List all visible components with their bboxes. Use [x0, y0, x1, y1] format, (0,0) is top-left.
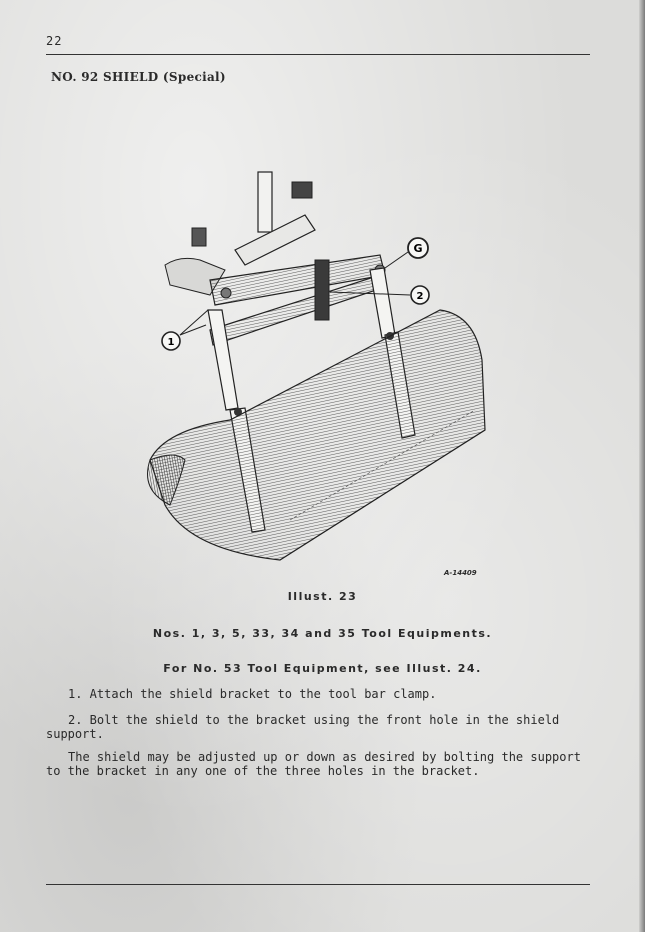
adjustment-note-line-1: The shield may be adjusted up or down as desired by bolting the support: [68, 750, 581, 764]
instruction-step-2-line-2: support.: [46, 727, 104, 741]
header-rule: [46, 54, 590, 55]
illustration-caption: Illust. 23: [287, 590, 358, 603]
shield-bracket: [210, 255, 385, 345]
equipment-note: Nos. 1, 3, 5, 33, 34 and 35 Tool Equipments.: [152, 627, 493, 640]
callout-1-label: 1: [167, 337, 175, 348]
callout-g-label: G: [413, 242, 423, 255]
page-number: 22: [46, 34, 63, 48]
callout-g: [385, 238, 428, 268]
shield-illustration: [130, 160, 490, 580]
callout-1: [162, 310, 208, 350]
page-edge: [639, 0, 645, 932]
callout-2-label: 2: [416, 291, 424, 302]
footer-rule: [46, 884, 590, 885]
adjustment-note-line-2: to the bracket in any one of the three holes in the bracket.: [46, 764, 480, 778]
illustration-code: A-14409: [444, 569, 477, 577]
shield-body: [148, 310, 486, 560]
see-also-note: For No. 53 Tool Equipment, see Illust. 24.: [163, 662, 482, 675]
instruction-step-1: 1. Attach the shield bracket to the tool bar clamp.: [68, 687, 437, 701]
instruction-step-2-line-1: 2. Bolt the shield to the bracket using the front hole in the shield: [68, 713, 560, 727]
section-title: NO. 92 SHIELD (Special): [51, 70, 226, 84]
